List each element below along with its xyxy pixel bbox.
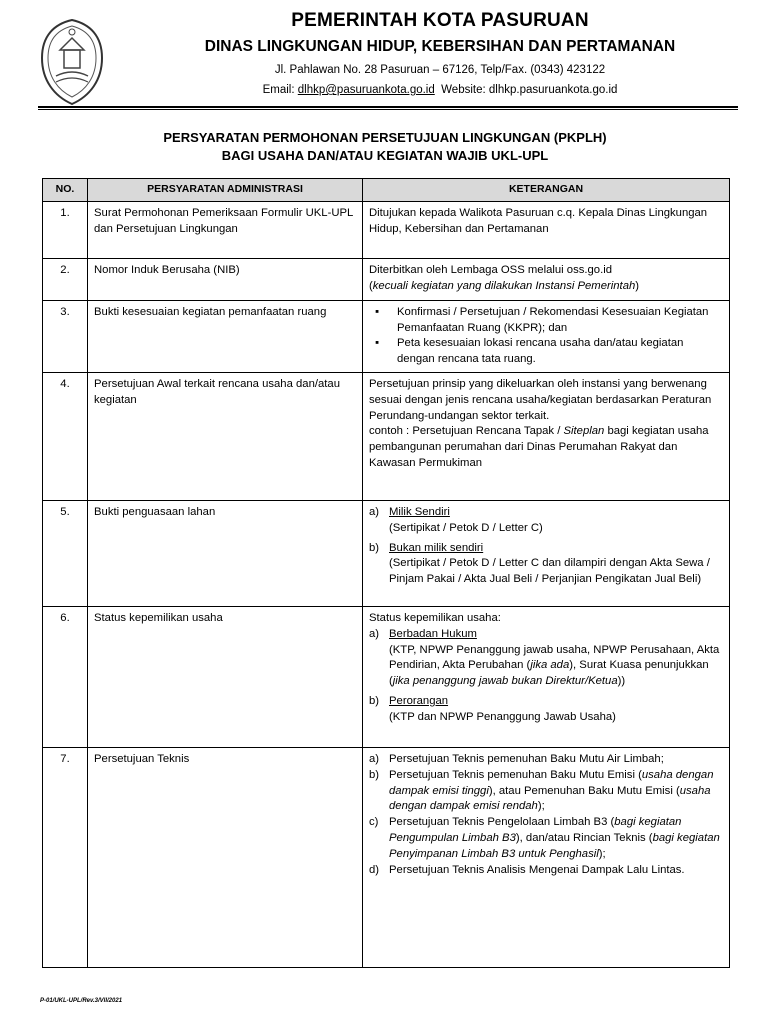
row-requirement: Bukti kesesuaian kegiatan pemanfaatan ruang	[88, 300, 363, 372]
paren-open: (	[369, 279, 373, 292]
desc-part: ), Surat Kuasa penunjukkan (	[389, 659, 709, 688]
website-text: Website: dlhkp.pasuruankota.go.id	[441, 84, 618, 96]
bullet-icon: ▪	[375, 305, 380, 318]
notes-line: Diterbitkan oleh Lembaga OSS melalui oss.go.id	[369, 263, 613, 276]
italic-term: Siteplan	[563, 425, 605, 438]
item-text	[389, 815, 723, 862]
list-item	[369, 505, 723, 521]
paren-close: )	[635, 279, 640, 292]
example-prefix: contoh : Persetujuan Rencana Tapak /	[369, 425, 564, 438]
item-text	[389, 768, 723, 815]
header-divider	[38, 106, 738, 108]
city-emblem-icon	[38, 18, 106, 106]
list-item	[369, 863, 723, 879]
row-requirement: Persetujuan Teknis	[88, 747, 363, 967]
option-title: Milik Sendiri	[389, 505, 450, 518]
list-marker: b)	[369, 768, 380, 781]
desc-part: ))	[617, 675, 626, 688]
col-header-admin: PERSYARATAN ADMINISTRASI	[88, 179, 363, 202]
option-desc: (Sertipikat / Petok D / Letter C)	[389, 521, 543, 534]
table-row	[43, 747, 730, 967]
row-notes	[363, 258, 730, 300]
row-number: 5.	[43, 500, 88, 606]
list-marker: c)	[369, 816, 379, 829]
text-part: );	[598, 847, 606, 860]
list-marker: b)	[369, 694, 380, 707]
list-marker: a)	[369, 752, 380, 765]
list-marker: d)	[369, 863, 380, 876]
option-desc	[369, 643, 723, 690]
option-desc: (KTP dan NPWP Penanggung Jawab Usaha)	[389, 710, 616, 723]
italic-part: usaha dengan dampak emisi tinggi	[389, 768, 714, 797]
list-item	[369, 336, 723, 368]
list-marker: b)	[369, 541, 380, 554]
row-number: 3.	[43, 300, 88, 372]
text-part: ), atau Pemenuhan Baku Mutu Emisi (	[488, 784, 680, 797]
table-row	[43, 372, 730, 500]
item-text: Persetujuan Teknis Analisis Mengenai Dampak Lalu Lintas.	[389, 863, 685, 876]
italic-part: jika ada	[530, 659, 570, 672]
row-notes	[363, 747, 730, 967]
row-number: 2.	[43, 258, 88, 300]
letterhead	[0, 0, 768, 108]
row-requirement: Bukti penguasaan lahan	[88, 500, 363, 606]
option-title: Perorangan	[389, 694, 449, 707]
table-header-row	[43, 179, 730, 202]
col-header-no: NO.	[43, 179, 88, 202]
agency-contact	[120, 84, 760, 96]
desc-part: (KTP, NPWP Penanggung jawab usaha, NPWP Perusahaan, Akta Pendirian, Akta Perubahan (	[389, 643, 720, 672]
list-marker: a)	[369, 627, 380, 640]
row-requirement: Status kepemilikan usaha	[88, 606, 363, 747]
list-item	[369, 305, 723, 337]
row-requirement: Nomor Induk Berusaha (NIB)	[88, 258, 363, 300]
table-row	[43, 201, 730, 258]
notes-intro: Status kepemilikan usaha:	[369, 611, 501, 624]
notes-line	[369, 279, 723, 295]
row-notes	[363, 606, 730, 747]
option-title: Bukan milik sendiri	[389, 541, 484, 554]
example-suffix: bagi kegiatan usaha pembangunan perumahan dari Dinas Perumahan Rakyat dan Kawasan Permukiman	[369, 425, 709, 469]
row-notes	[363, 300, 730, 372]
italic-part: usaha dengan dampak emisi rendah	[389, 784, 711, 813]
table-row	[43, 300, 730, 372]
option-title: Berbadan Hukum	[389, 627, 477, 640]
row-number: 6.	[43, 606, 88, 747]
document-subtitle: BAGI USAHA DAN/ATAU KEGIATAN WAJIB UKL-UPL	[221, 148, 549, 163]
text-part: ), dan/atau Rincian Teknis (	[515, 831, 653, 844]
agency-name: DINAS LINGKUNGAN HIDUP, KEBERSIHAN DAN PERTAMANAN	[204, 38, 676, 55]
text-part: Persetujuan Teknis pemenuhan Baku Mutu Emisi (	[389, 768, 642, 781]
row-notes: Ditujukan kepada Walikota Pasuruan c.q. Kepala Dinas Lingkungan Hidup, Kebersihan dan Pertamanan	[363, 201, 730, 258]
list-marker: a)	[369, 505, 380, 518]
document-title: PERSYARATAN PERMOHONAN PERSETUJUAN LINGKUNGAN (PKPLH)	[163, 130, 607, 145]
list-item	[369, 752, 723, 768]
list-item	[369, 815, 723, 862]
row-number: 7.	[43, 747, 88, 967]
row-requirement: Surat Permohonan Pemeriksaan Formulir UKL-UPL dan Persetujuan Lingkungan	[88, 201, 363, 258]
table-row	[43, 500, 730, 606]
form-code: P-01/UKL-UPL/Rev.3/VII/2021	[40, 998, 123, 1004]
email-link[interactable]: dlhkp@pasuruankota.go.id	[297, 84, 435, 96]
list-item	[369, 768, 723, 815]
bullet-icon: ▪	[375, 337, 380, 350]
text-part: );	[537, 800, 545, 813]
italic-part: bagi kegiatan Penyimpanan Limbah B3 untuk Penghasil	[389, 831, 720, 860]
notes-line: Persetujuan prinsip yang dikeluarkan oleh instansi yang berwenang sesuai dengan jenis rencana usaha/kegiatan berdasarkan Peraturan Perundang-undangan sektor terkait.	[369, 377, 712, 422]
option-desc: (Sertipikat / Petok D / Letter C dan dilampiri dengan Akta Sewa / Pinjam Pakai / Akta Jual Beli / Perjanjian Pengikatan Jual Beli)	[389, 557, 710, 586]
text-part: Persetujuan Teknis Pengelolaan Limbah B3 (	[389, 816, 615, 829]
row-number: 4.	[43, 372, 88, 500]
row-notes	[363, 500, 730, 606]
requirements-table	[42, 178, 730, 968]
italic-part: bagi kegiatan Pengumpulan Limbah B3	[389, 816, 682, 844]
list-item	[369, 541, 723, 557]
bullet-text: Peta kesesuaian lokasi rencana usaha dan/atau kegiatan dengan rencana tata ruang.	[397, 337, 684, 366]
government-title: PEMERINTAH KOTA PASURUAN	[291, 10, 589, 31]
list-item	[369, 694, 723, 710]
table-row	[43, 258, 730, 300]
list-item	[369, 627, 723, 643]
row-requirement: Persetujuan Awal terkait rencana usaha dan/atau kegiatan	[88, 372, 363, 500]
item-text: Persetujuan Teknis pemenuhan Baku Mutu Air Limbah;	[389, 752, 664, 765]
table-row	[43, 606, 730, 747]
italic-part: jika penanggung jawab bukan Direktur/Ketua	[392, 675, 618, 688]
agency-address: Jl. Pahlawan No. 28 Pasuruan – 67126, Telp/Fax. (0343) 423122	[274, 64, 606, 76]
row-number: 1.	[43, 201, 88, 258]
row-notes	[363, 372, 730, 500]
bullet-text: Konfirmasi / Persetujuan / Rekomendasi Kesesuaian Kegiatan Pemanfaatan Ruang (KKPR); dan	[397, 305, 709, 334]
italic-note: kecuali kegiatan yang dilakukan Instansi Pemerintah	[372, 279, 636, 292]
notes-line	[369, 424, 723, 471]
email-label: Email:	[262, 84, 295, 96]
col-header-notes: KETERANGAN	[363, 179, 730, 202]
header-divider-thin	[38, 109, 738, 110]
